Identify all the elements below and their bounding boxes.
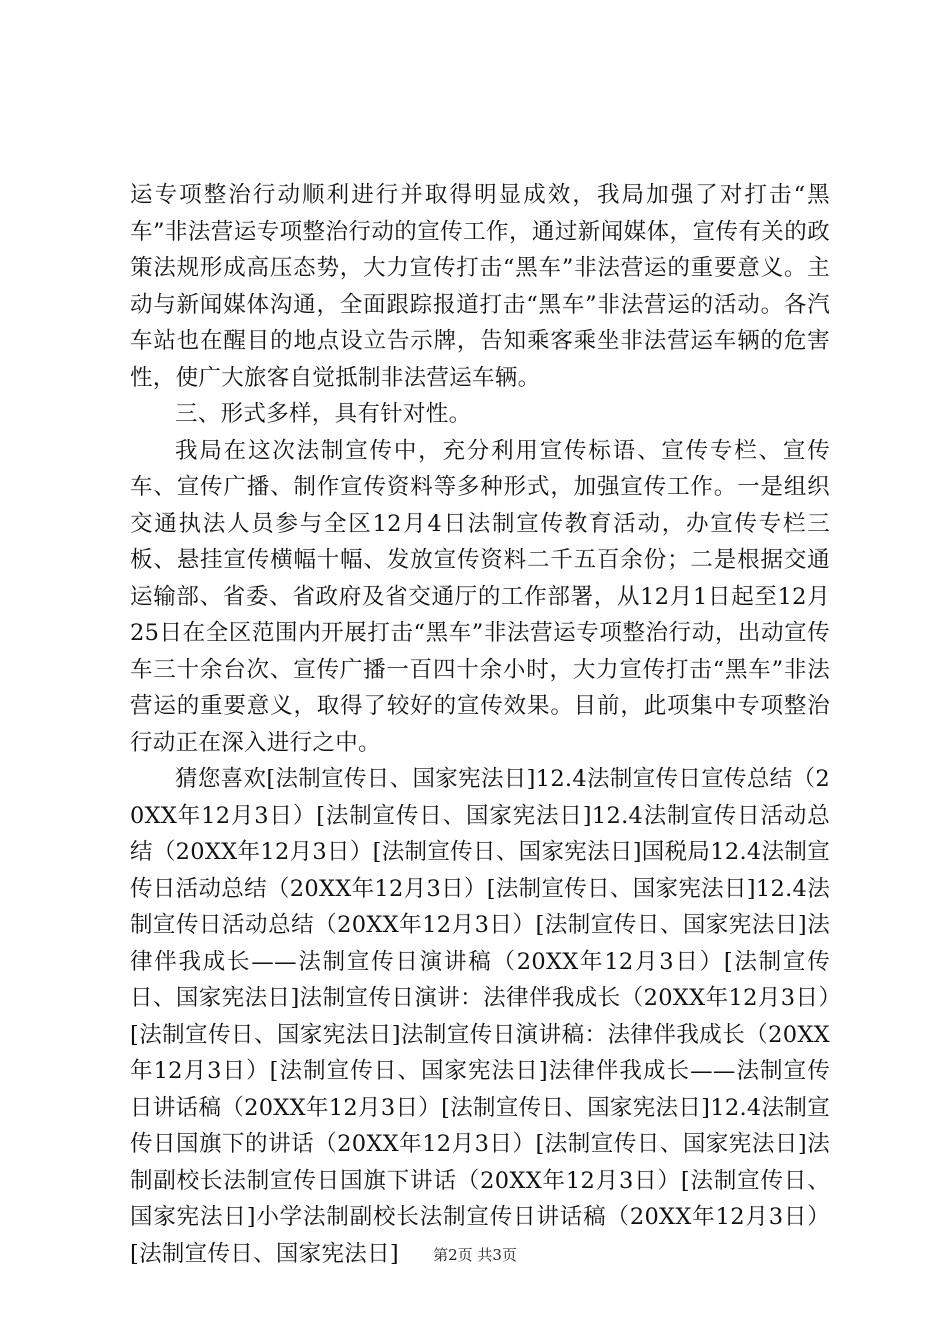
paragraph-black-car-publicity: 运专项整治行动顺利进行并取得明显成效，我局加强了对打击“黑车”非法营运专项整治行动的宣传工作，通过新闻媒体，宣传有关的政策法规形成高压态势，大力宣传打击“黑车”非法营运的重要意义。主动与新闻媒体沟通，全面跟踪报道打击“黑车”非法营运的活动。各汽车站也在醒目的地点设立告示牌，告知乘客乘坐非法营运车辆的危害性，使广大旅客自觉抵制非法营运车辆。	[130, 182, 830, 391]
paragraph-related-articles: 猜您喜欢[法制宣传日、国家宪法日]12.4法制宣传日宣传总结（20XX年12月3日）[法制宣传日、国家宪法日]12.4法制宣传日活动总结（20XX年12月3日）[法制宣传日、国家宪法日]国税局12.4法制宣传日活动总结（20XX年12月3日）[法制宣传日、国家宪法日]12.4法制宣传日活动总结（20XX年12月3日）[法制宣传日、国家宪法日]法律伴我成长——法制宣传日演讲稿（20XX年12月3日）[法制宣传日、国家宪法日]法制宣传日演讲：法律伴我成长（20XX年12月3日）[法制宣传日、国家宪法日]法制宣传日演讲稿：法律伴我成长（20XX年12月3日）[法制宣传日、国家宪法日]法律伴我成长——法制宣传日讲话稿（20XX年12月3日）[法制宣传日、国家宪法日]12.4法制宣传日国旗下的讲话（20XX年12月3日）[法制宣传日、国家宪法日]法制副校长法制宣传日国旗下讲话（20XX年12月3日）[法制宣传日、国家宪法日]小学法制副校长法制宣传日讲话稿（20XX年12月3日）[法制宣传日、国家宪法日]	[130, 766, 830, 1267]
document-body	[130, 177, 830, 1272]
section-heading-three: 三、形式多样，具有针对性。	[175, 401, 472, 427]
page-footer: 第2页 共3页	[433, 1246, 517, 1264]
paragraph-publicity-forms: 我局在这次法制宣传中，充分利用宣传标语、宣传专栏、宣传车、宣传广播、制作宣传资料等多种形式，加强宣传工作。一是组织交通执法人员参与全区12月4日法制宣传教育活动，办宣传专栏三板、悬挂宣传横幅十幅、发放宣传资料二千五百余份；二是根据交通运输部、省委、省政府及省交通厅的工作部署，从12月1日起至12月25日在全区范围内开展打击“黑车”非法营运专项整治行动，出动宣传车三十余台次、宣传广播一百四十余小时，大力宣传打击“黑车”非法营运的重要意义，取得了较好的宣传效果。目前，此项集中专项整治行动正在深入进行之中。	[130, 437, 830, 756]
